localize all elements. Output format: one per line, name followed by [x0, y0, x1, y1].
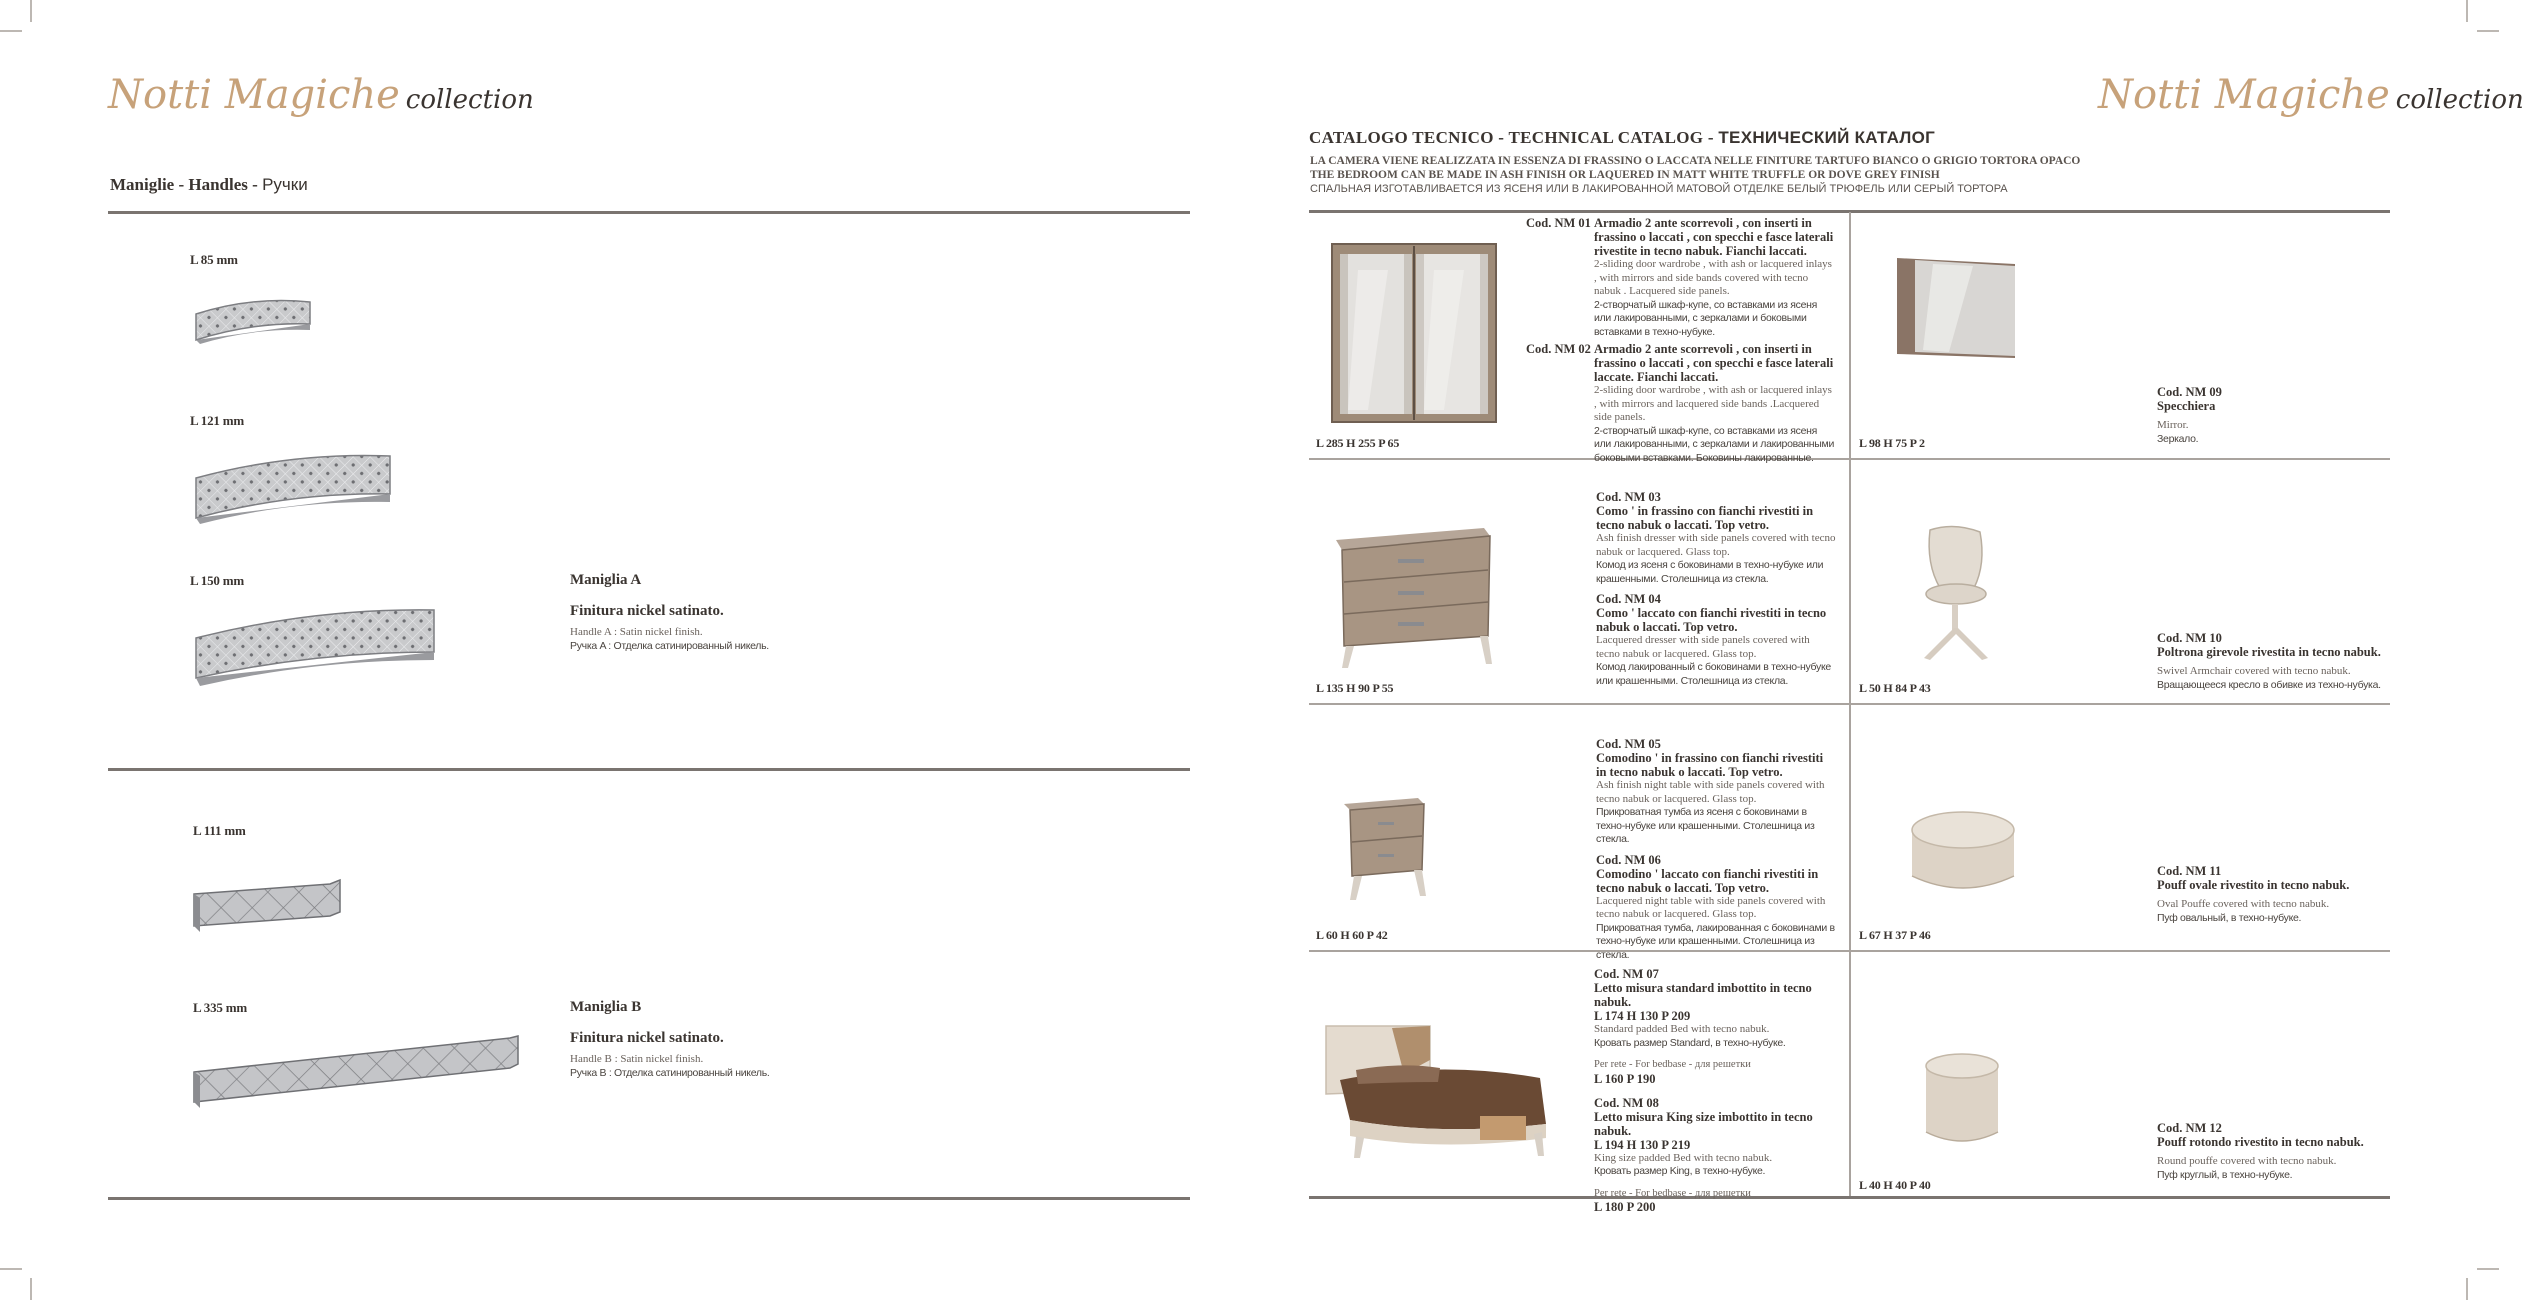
handle-name: Maniglia A — [570, 572, 642, 588]
product-code: Cod. NM 08 — [1594, 1095, 1659, 1110]
product-desc-ru: Пуф круглый, в техно-нубуке. — [2157, 1168, 2293, 1181]
crop-mark — [30, 0, 32, 22]
catalog-title: CATALOGO TECNICO - TECHNICAL CATALOG - ТЕХНИЧЕСКИЙ КАТАЛОГ — [1309, 128, 1936, 147]
crop-mark — [0, 30, 22, 32]
product-code: Cod. NM 01 — [1526, 216, 1591, 230]
handle-finish-ru: Ручка A : Отделка сатинированный никель. — [570, 639, 769, 652]
handle-a-description — [570, 572, 970, 653]
brand-suffix: collection — [405, 85, 534, 115]
product-name-it: Letto misura King size imbottito in tecno nabuk. — [1594, 1109, 1813, 1138]
bedbase-label: Per rete - For bedbase - для решетки — [1594, 1187, 1751, 1199]
product-desc-en: Lacquered night table with side panels covered with tecno nabuk or lacquered. Glass top. — [1596, 894, 1826, 920]
product-desc-ru: Кровать размер Standard, в техно-нубуке. — [1594, 1036, 1786, 1049]
product-desc-ru: 2-створчатый шкаф-купе, со вставками из ясеня или лакированными, с зеркалами и боковыми вставками в техно-нубуке. — [1594, 298, 1818, 338]
dimensions-label: L 50 H 84 P 43 — [1859, 681, 1931, 695]
crop-mark — [2466, 0, 2468, 22]
product-code: Cod. NM 09 — [2157, 385, 2222, 399]
divider — [1309, 1196, 2390, 1199]
dimensions-label: L 40 H 40 P 40 — [1859, 1178, 1931, 1192]
handle-b-large-image — [190, 1032, 522, 1117]
dimensions-label: L 285 H 255 P 65 — [1316, 436, 1400, 450]
product-desc-ru: Кровать размер King, в техно-нубуке. — [1594, 1165, 1766, 1177]
product-code: Cod. NM 03 — [1596, 490, 1661, 504]
nightstand-description — [1596, 737, 1836, 962]
column-divider — [1849, 212, 1851, 1196]
dimensions-label: L 67 H 37 P 46 — [1859, 928, 1931, 942]
product-name-it: Armadio 2 ante scorrevoli , con inserti in frassino o laccati , con specchi e fasce laterali rivestite in tecno nabuk. Fianchi laccati. — [1594, 216, 1834, 258]
handle-a-large-image — [192, 604, 438, 691]
product-desc-en: Ash finish dresser with side panels covered with tecno nabuk or lacquered. Glass top. — [1596, 532, 1836, 558]
dresser-image — [1332, 524, 1492, 675]
bedbase-dimensions: L 180 P 200 — [1594, 1200, 1656, 1214]
product-desc-ru: Прикроватная тумба из ясеня с боковинами в техно-нубуке или крашенными. Столешница из стекла. — [1596, 806, 1815, 845]
product-code: Cod. NM 02 — [1526, 342, 1591, 356]
product-code: Cod. NM 06 — [1596, 852, 1661, 867]
handle-finish: Finitura nickel satinato. — [570, 1030, 724, 1046]
intro-ru: СПАЛЬНАЯ ИЗГОТАВЛИВАЕТСЯ ИЗ ЯСЕНЯ ИЛИ В ЛАКИРОВАННОЙ МАТОВОЙ ОТДЕЛКЕ БЕЛЫЙ ТРЮФЕЛЬ ИЛИ СЕРЫЙ ТОРТОРА — [1310, 183, 2008, 195]
round-pouf-image — [1920, 1050, 2004, 1153]
brand-suffix: collection — [2395, 85, 2524, 115]
product-desc-ru: Вращающееся кресло в обивке из техно-нубука. — [2157, 678, 2381, 691]
product-desc-ru: Комод лакированный с боковинами в техно-нубуке или крашенными. Столешница из стекла. — [1596, 661, 1831, 687]
product-code: Cod. NM 04 — [1596, 592, 1661, 606]
product-desc-en: Mirror. — [2157, 419, 2189, 431]
product-name-it: Como ' in frassino con fianchi rivestiti in tecno nabuk o laccati. Top vetro. — [1596, 504, 1814, 532]
bedbase-dimensions: L 160 P 190 — [1594, 1071, 1656, 1086]
product-code: Cod. NM 07 — [1594, 967, 1659, 981]
divider — [108, 1197, 1190, 1200]
wardrobe-description — [1526, 216, 1836, 465]
product-desc-ru: Пуф овальный, в техно-нубуке. — [2157, 911, 2302, 924]
product-desc-ru: Зеркало. — [2157, 432, 2199, 445]
bedbase-label: Per rete - For bedbase - для решетки — [1594, 1059, 1751, 1070]
mirror-image — [1893, 254, 2019, 369]
product-name-it: Poltrona girevole rivestita in tecno nabuk. — [2157, 645, 2381, 659]
product-desc-en: Round pouffe covered with tecno nabuk. — [2157, 1155, 2337, 1167]
divider — [108, 768, 1190, 771]
handle-size-label: L 111 mm — [193, 823, 246, 838]
handle-finish: Finitura nickel satinato. — [570, 603, 724, 619]
handle-size-label: L 121 mm — [190, 413, 245, 428]
mirror-description — [2157, 385, 2377, 446]
crop-mark — [2477, 1268, 2499, 1270]
product-desc-en: King size padded Bed with tecno nabuk. — [1594, 1151, 1773, 1164]
handle-name: Maniglia B — [570, 999, 642, 1015]
bed-description — [1594, 967, 1844, 1214]
dimensions-label: L 60 H 60 P 42 — [1316, 928, 1388, 942]
product-dimensions: L 174 H 130 P 209 — [1594, 1009, 1691, 1023]
dimensions-label: L 98 H 75 P 2 — [1859, 436, 1925, 450]
armchair-description — [2157, 631, 2387, 692]
handle-b-small-image — [190, 876, 344, 941]
product-name-it: Armadio 2 ante scorrevoli , con inserti in frassino o laccati , con specchi e fasce laterali laccate. Fianchi laccati. — [1594, 342, 1834, 384]
product-code: Cod. NM 12 — [2157, 1121, 2222, 1135]
product-desc-ru: 2-створчатый шкаф-купе, со вставками из ясеня или лакированными, с зеркалами и лакированными боковыми вставками. Боковины лакированные. — [1594, 424, 1835, 464]
bed-image — [1320, 1020, 1556, 1165]
dresser-description — [1596, 490, 1836, 688]
intro-en: THE BEDROOM CAN BE MADE IN ASH FINISH OR LAQUERED IN MATT WHITE TRUFFLE OR DOVE GREY FINISH — [1310, 169, 1940, 181]
brand-logo-right — [2098, 72, 2524, 118]
product-desc-en: Swivel Armchair covered with tecno nabuk. — [2157, 665, 2351, 677]
round-pouf-description — [2157, 1121, 2387, 1182]
product-desc-ru: Прикроватная тумба, лакированная с боковинами в техно-нубуке или крашенными. Столешница из стекла. — [1596, 921, 1835, 961]
crop-mark — [2477, 30, 2499, 32]
product-desc-en: Ash finish night table with side panels covered with tecno nabuk or lacquered. Glass top. — [1596, 779, 1825, 805]
product-code: Cod. NM 05 — [1596, 737, 1661, 751]
nightstand-image — [1340, 794, 1426, 909]
divider — [108, 211, 1190, 214]
handle-size-label: L 150 mm — [190, 573, 245, 588]
product-desc-en: Standard padded Bed with tecno nabuk. — [1594, 1023, 1770, 1035]
product-desc-en: 2-sliding door wardrobe , with ash or lacquered inlays , with mirrors and lacquered side bands .Lacquered side panels. — [1594, 384, 1832, 423]
product-name-it: Specchiera — [2157, 399, 2216, 413]
armchair-image — [1910, 524, 2000, 669]
handle-size-label: L 335 mm — [193, 1000, 248, 1015]
dimensions-label: L 135 H 90 P 55 — [1316, 681, 1394, 695]
oval-pouf-description — [2157, 864, 2387, 925]
crop-mark — [30, 1278, 32, 1300]
handle-finish-en: Handle A : Satin nickel finish. — [570, 626, 703, 638]
product-name-it: Pouff rotondo rivestito in tecno nabuk. — [2157, 1135, 2364, 1149]
handle-a-small-image — [192, 292, 314, 349]
product-name-it: Como ' laccato con fianchi rivestiti in tecno nabuk o laccati. Top vetro. — [1596, 606, 1827, 634]
product-desc-en: 2-sliding door wardrobe , with ash or lacquered inlays , with mirrors and side bands covered with tecno nabuk . Lacquered side panels. — [1594, 258, 1832, 297]
product-code: Cod. NM 10 — [2157, 631, 2222, 645]
handle-size-label: L 85 mm — [190, 252, 238, 267]
handle-finish-en: Handle B : Satin nickel finish. — [570, 1053, 704, 1065]
product-name-it: Letto misura standard imbottito in tecno nabuk. — [1594, 981, 1812, 1009]
crop-mark — [0, 1268, 22, 1270]
product-desc-en: Oval Pouffe covered with tecno nabuk. — [2157, 898, 2330, 910]
product-name-it: Comodino ' in frassino con fianchi rivestiti in tecno nabuk o laccati. Top vetro. — [1596, 751, 1824, 779]
product-name-it: Pouff ovale rivestito in tecno nabuk. — [2157, 878, 2350, 892]
section-title: Maniglie - Handles - Ручки — [110, 175, 308, 194]
brand-logo-left — [108, 72, 534, 118]
brand-name: Notti Magiche — [108, 72, 400, 118]
brand-name: Notti Magiche — [2098, 72, 2390, 118]
product-desc-ru: Комод из ясеня с боковинами в техно-нубуке или крашенными. Столешница из стекла. — [1596, 559, 1824, 585]
handle-a-medium-image — [192, 448, 394, 529]
product-name-it: Comodino ' laccato con fianchi rivestiti in tecno nabuk o laccati. Top vetro. — [1596, 866, 1819, 895]
handle-b-description — [570, 999, 970, 1080]
catalog-intro — [1310, 154, 2390, 196]
product-desc-en: Lacquered dresser with side panels covered with tecno nabuk or lacquered. Glass top. — [1596, 634, 1810, 660]
handle-finish-ru: Ручка B : Отделка сатинированный никель. — [570, 1066, 770, 1079]
oval-pouf-image — [1906, 808, 2020, 903]
crop-mark — [2466, 1278, 2468, 1300]
product-dimensions: L 194 H 130 P 219 — [1594, 1137, 1691, 1152]
intro-it: LA CAMERA VIENE REALIZZATA IN ESSENZA DI FRASSINO O LACCATA NELLE FINITURE TARTUFO BIANCO O GRIGIO TORTORA OPACO — [1310, 155, 2081, 167]
wardrobe-image — [1328, 240, 1500, 431]
product-code: Cod. NM 11 — [2157, 864, 2222, 878]
